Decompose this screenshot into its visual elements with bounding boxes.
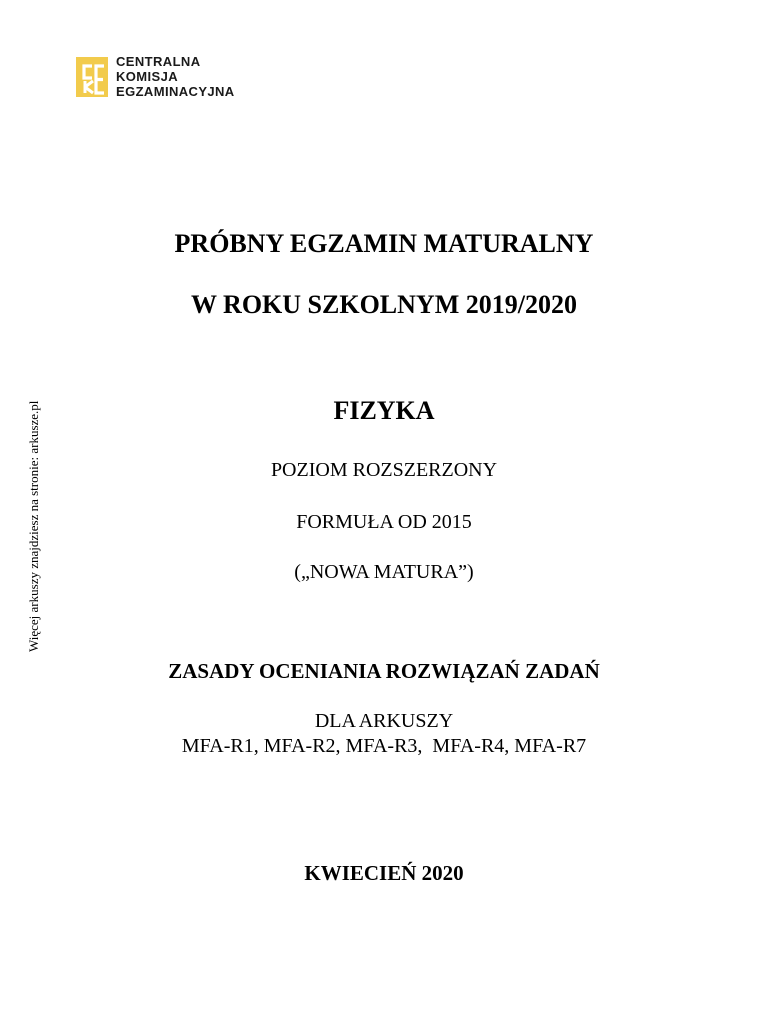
sheet-codes: MFA-R1, MFA-R2, MFA-R3, MFA-R4, MFA-R7 xyxy=(181,735,587,757)
cke-logo xyxy=(76,54,256,100)
for-sheets-label: DLA ARKUSZY xyxy=(314,710,454,732)
cke-logo-icon xyxy=(76,57,108,97)
rules-heading: ZASADY OCENIANIA ROZWIĄZAŃ ZADAŃ xyxy=(168,659,600,683)
logo-line-1: CENTRALNA xyxy=(116,54,201,69)
exam-title-line-2: W ROKU SZKOLNYM 2019/2020 xyxy=(191,290,577,319)
document-date: KWIECIEŃ 2020 xyxy=(304,861,464,885)
subject-heading: FIZYKA xyxy=(333,396,435,425)
logo-line-3: EGZAMINACYJNA xyxy=(116,84,235,99)
formula-text: FORMUŁA OD 2015 xyxy=(296,511,472,533)
exam-title-line-1: PRÓBNY EGZAMIN MATURALNY xyxy=(174,229,594,258)
cke-logo-text xyxy=(116,54,235,99)
logo-line-2: KOMISJA xyxy=(116,69,179,84)
side-watermark-text: Więcej arkuszy znajdziesz na stronie: arkusze.pl xyxy=(26,400,41,652)
formula-note: („NOWA MATURA”) xyxy=(294,561,474,583)
level-text: POZIOM ROZSZERZONY xyxy=(270,459,498,481)
